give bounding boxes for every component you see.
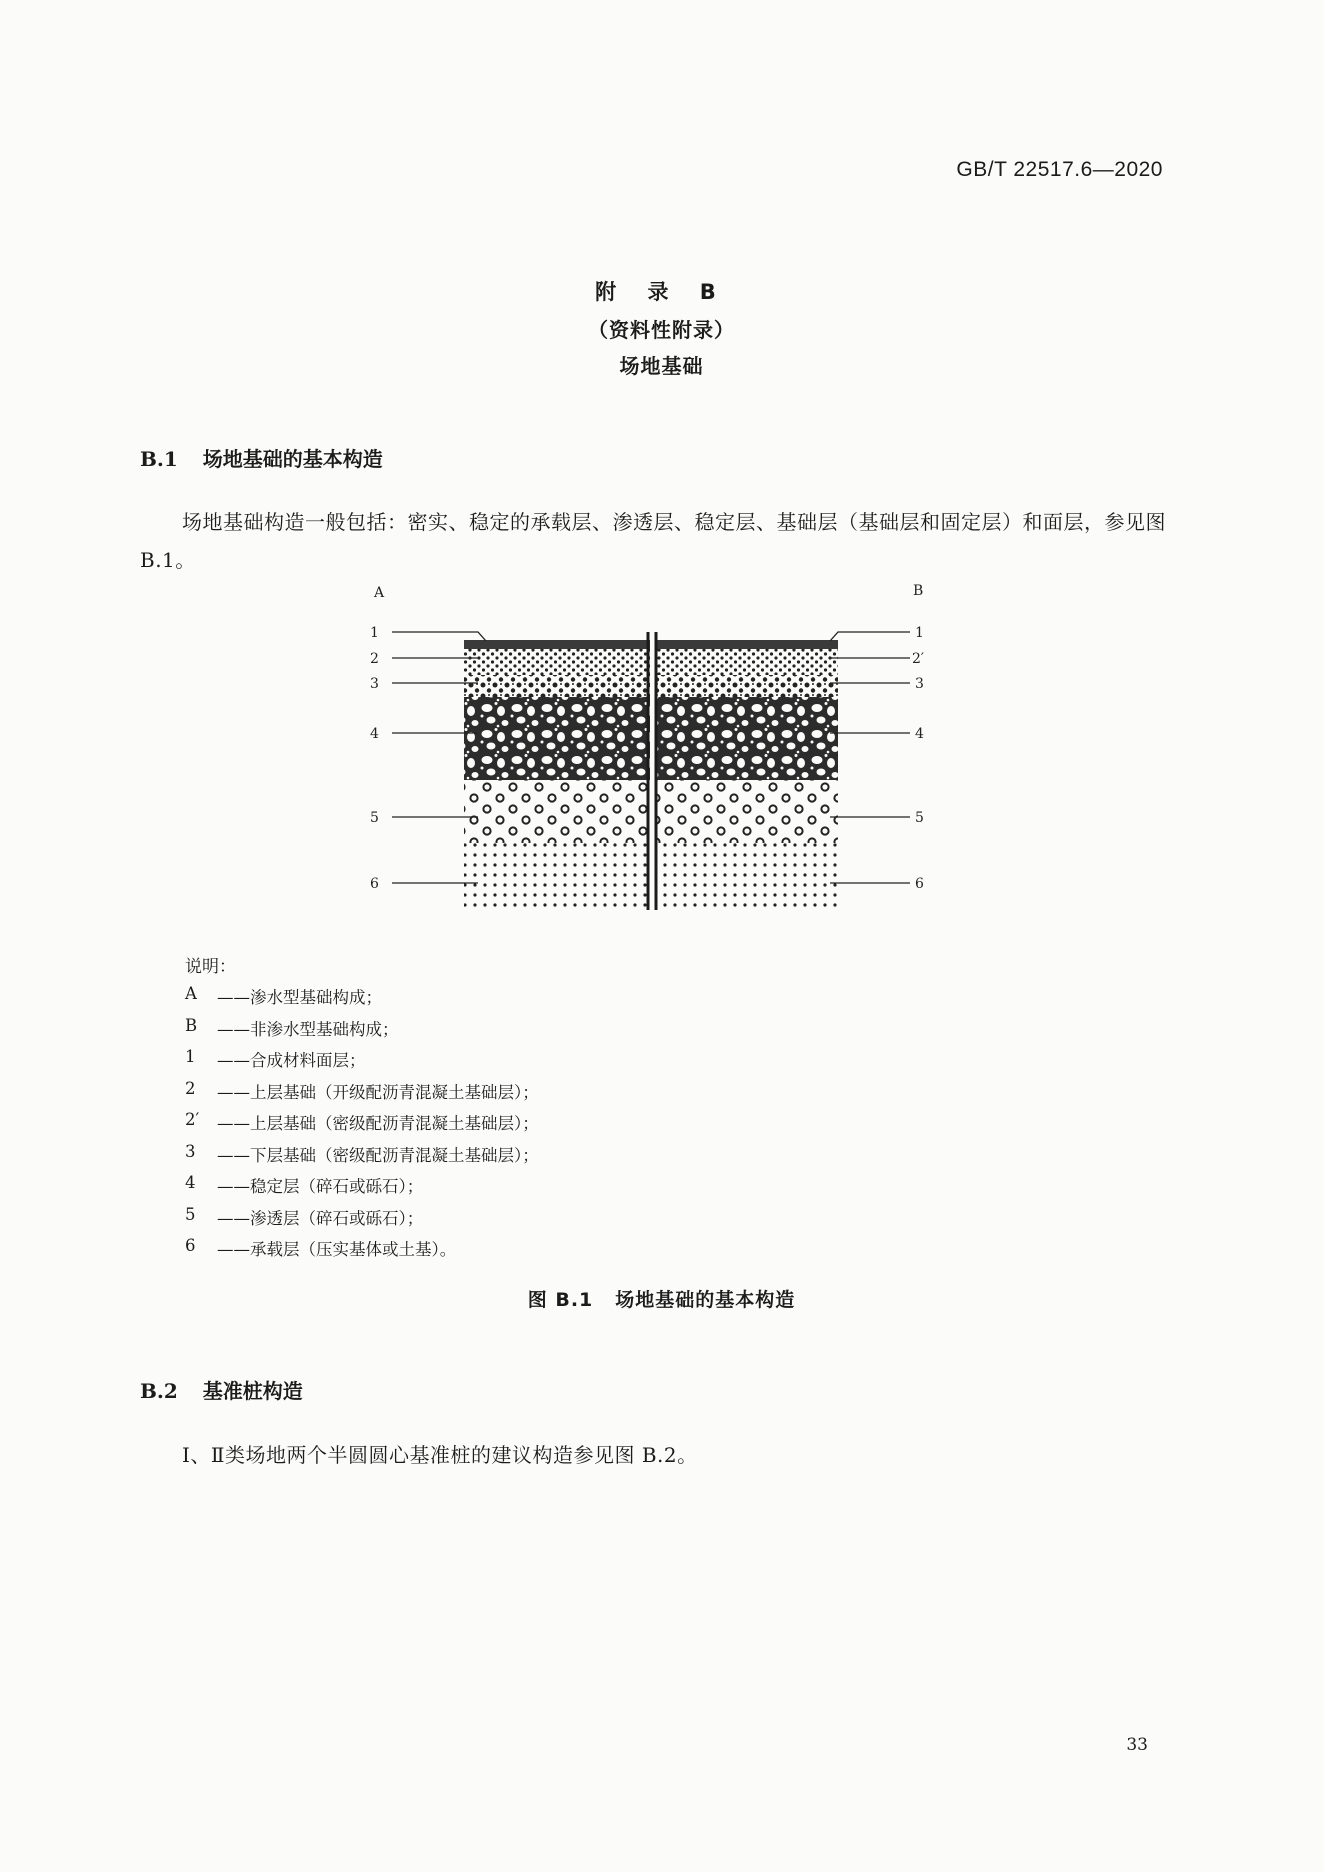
legend-text: ——下层基础（密级配沥青混凝土基础层）； bbox=[217, 1145, 539, 1165]
legend-key: B bbox=[185, 1015, 198, 1035]
legend-row-3 bbox=[185, 1142, 539, 1174]
legend-key: 4 bbox=[185, 1173, 196, 1192]
a-layer-3 bbox=[464, 675, 650, 697]
legend-row-1 bbox=[185, 1047, 539, 1079]
section-b2-heading bbox=[140, 1375, 303, 1404]
legend-text: ——承载层（压实基体或土基）。 bbox=[217, 1240, 457, 1259]
figure-caption-title: 场地基础的基本构造 bbox=[615, 1289, 796, 1311]
page-number: 33 bbox=[1126, 1735, 1148, 1755]
right-label-4: 4 bbox=[915, 726, 924, 742]
a-layer-6 bbox=[464, 843, 650, 908]
right-label-3: 3 bbox=[915, 676, 924, 692]
legend-row-4 bbox=[185, 1173, 539, 1205]
b-layer-4 bbox=[655, 697, 838, 780]
left-label-5: 5 bbox=[370, 810, 379, 826]
right-leader-lines bbox=[830, 632, 910, 883]
legend-row-6 bbox=[185, 1236, 539, 1268]
legend-key: 2 bbox=[185, 1078, 196, 1098]
appendix-title: 附 录 B bbox=[595, 280, 728, 304]
section-a-profile bbox=[464, 640, 650, 908]
figure-caption bbox=[0, 1285, 1323, 1312]
legend-heading: 说明： bbox=[185, 957, 236, 977]
legend-text: ——非渗水型基础构成； bbox=[217, 1019, 399, 1039]
legend-text: ——合成材料面层； bbox=[217, 1051, 366, 1070]
left-label-3: 3 bbox=[370, 676, 379, 692]
appendix-name: 场地基础 bbox=[619, 354, 704, 378]
legend-key: A bbox=[185, 984, 197, 1003]
legend-key: 2′ bbox=[185, 1110, 200, 1129]
right-label-6: 6 bbox=[915, 876, 924, 892]
a-layer-1 bbox=[464, 640, 650, 649]
b-layer-2prime bbox=[655, 649, 838, 675]
right-label-2prime: 2′ bbox=[912, 651, 925, 667]
a-layer-4 bbox=[464, 697, 650, 780]
legend-key: 3 bbox=[185, 1141, 196, 1161]
left-label-6: 6 bbox=[370, 876, 379, 892]
left-label-4: 4 bbox=[370, 726, 379, 742]
label-b: B bbox=[913, 583, 924, 599]
legend-text: ——渗透层（碎石或砾石）； bbox=[217, 1208, 424, 1228]
a-layer-2 bbox=[464, 649, 650, 675]
legend-text: ——上层基础（密级配沥青混凝土基础层）； bbox=[217, 1114, 539, 1133]
legend-text: ——上层基础（开级配沥青混凝土基础层）； bbox=[217, 1082, 539, 1102]
standard-code: GB/T 22517.6—2020 bbox=[956, 158, 1163, 181]
legend-row-5 bbox=[185, 1205, 539, 1237]
section-b1-paragraph: 场地基础构造一般包括：密实、稳定的承载层、渗透层、稳定层、基础层（基础层和固定层）和面层，参见图 B.1。 bbox=[140, 510, 1166, 572]
label-a: A bbox=[374, 585, 385, 601]
appendix-subtitle: （资料性附录） bbox=[588, 318, 735, 342]
section-b2-title: 基准桩构造 bbox=[202, 1379, 303, 1403]
right-label-5: 5 bbox=[915, 810, 924, 826]
legend-key: 1 bbox=[185, 1047, 196, 1066]
legend-row-b bbox=[185, 1016, 539, 1048]
legend-row-a bbox=[185, 984, 539, 1016]
legend-text: ——稳定层（碎石或砾石）； bbox=[217, 1177, 424, 1196]
left-label-2: 2 bbox=[370, 651, 379, 667]
legend-row-2 bbox=[185, 1079, 539, 1111]
legend-key: 6 bbox=[185, 1236, 196, 1255]
left-label-1: 1 bbox=[370, 625, 379, 641]
section-b-profile bbox=[655, 640, 838, 908]
legend-text: ——渗水型基础构成； bbox=[217, 988, 382, 1007]
legend-row-2prime bbox=[185, 1110, 539, 1142]
figure-legend bbox=[185, 984, 539, 1268]
a-layer-5 bbox=[464, 780, 650, 843]
b-layer-1 bbox=[655, 640, 838, 649]
section-b2-number: B.2 bbox=[140, 1379, 178, 1403]
figure-caption-number: 图 B.1 bbox=[527, 1289, 594, 1311]
section-b1-number: B.1 bbox=[140, 447, 178, 471]
right-label-1: 1 bbox=[915, 625, 924, 641]
b-layer-3 bbox=[655, 675, 838, 697]
section-b1-title: 场地基础的基本构造 bbox=[202, 447, 383, 471]
b-layer-6 bbox=[655, 843, 838, 908]
legend-key: 5 bbox=[185, 1204, 196, 1224]
b-layer-5 bbox=[655, 780, 838, 843]
section-b2-paragraph: Ⅰ、Ⅱ类场地两个半圆圆心基准桩的建议构造参见图 B.2。 bbox=[182, 1443, 698, 1467]
